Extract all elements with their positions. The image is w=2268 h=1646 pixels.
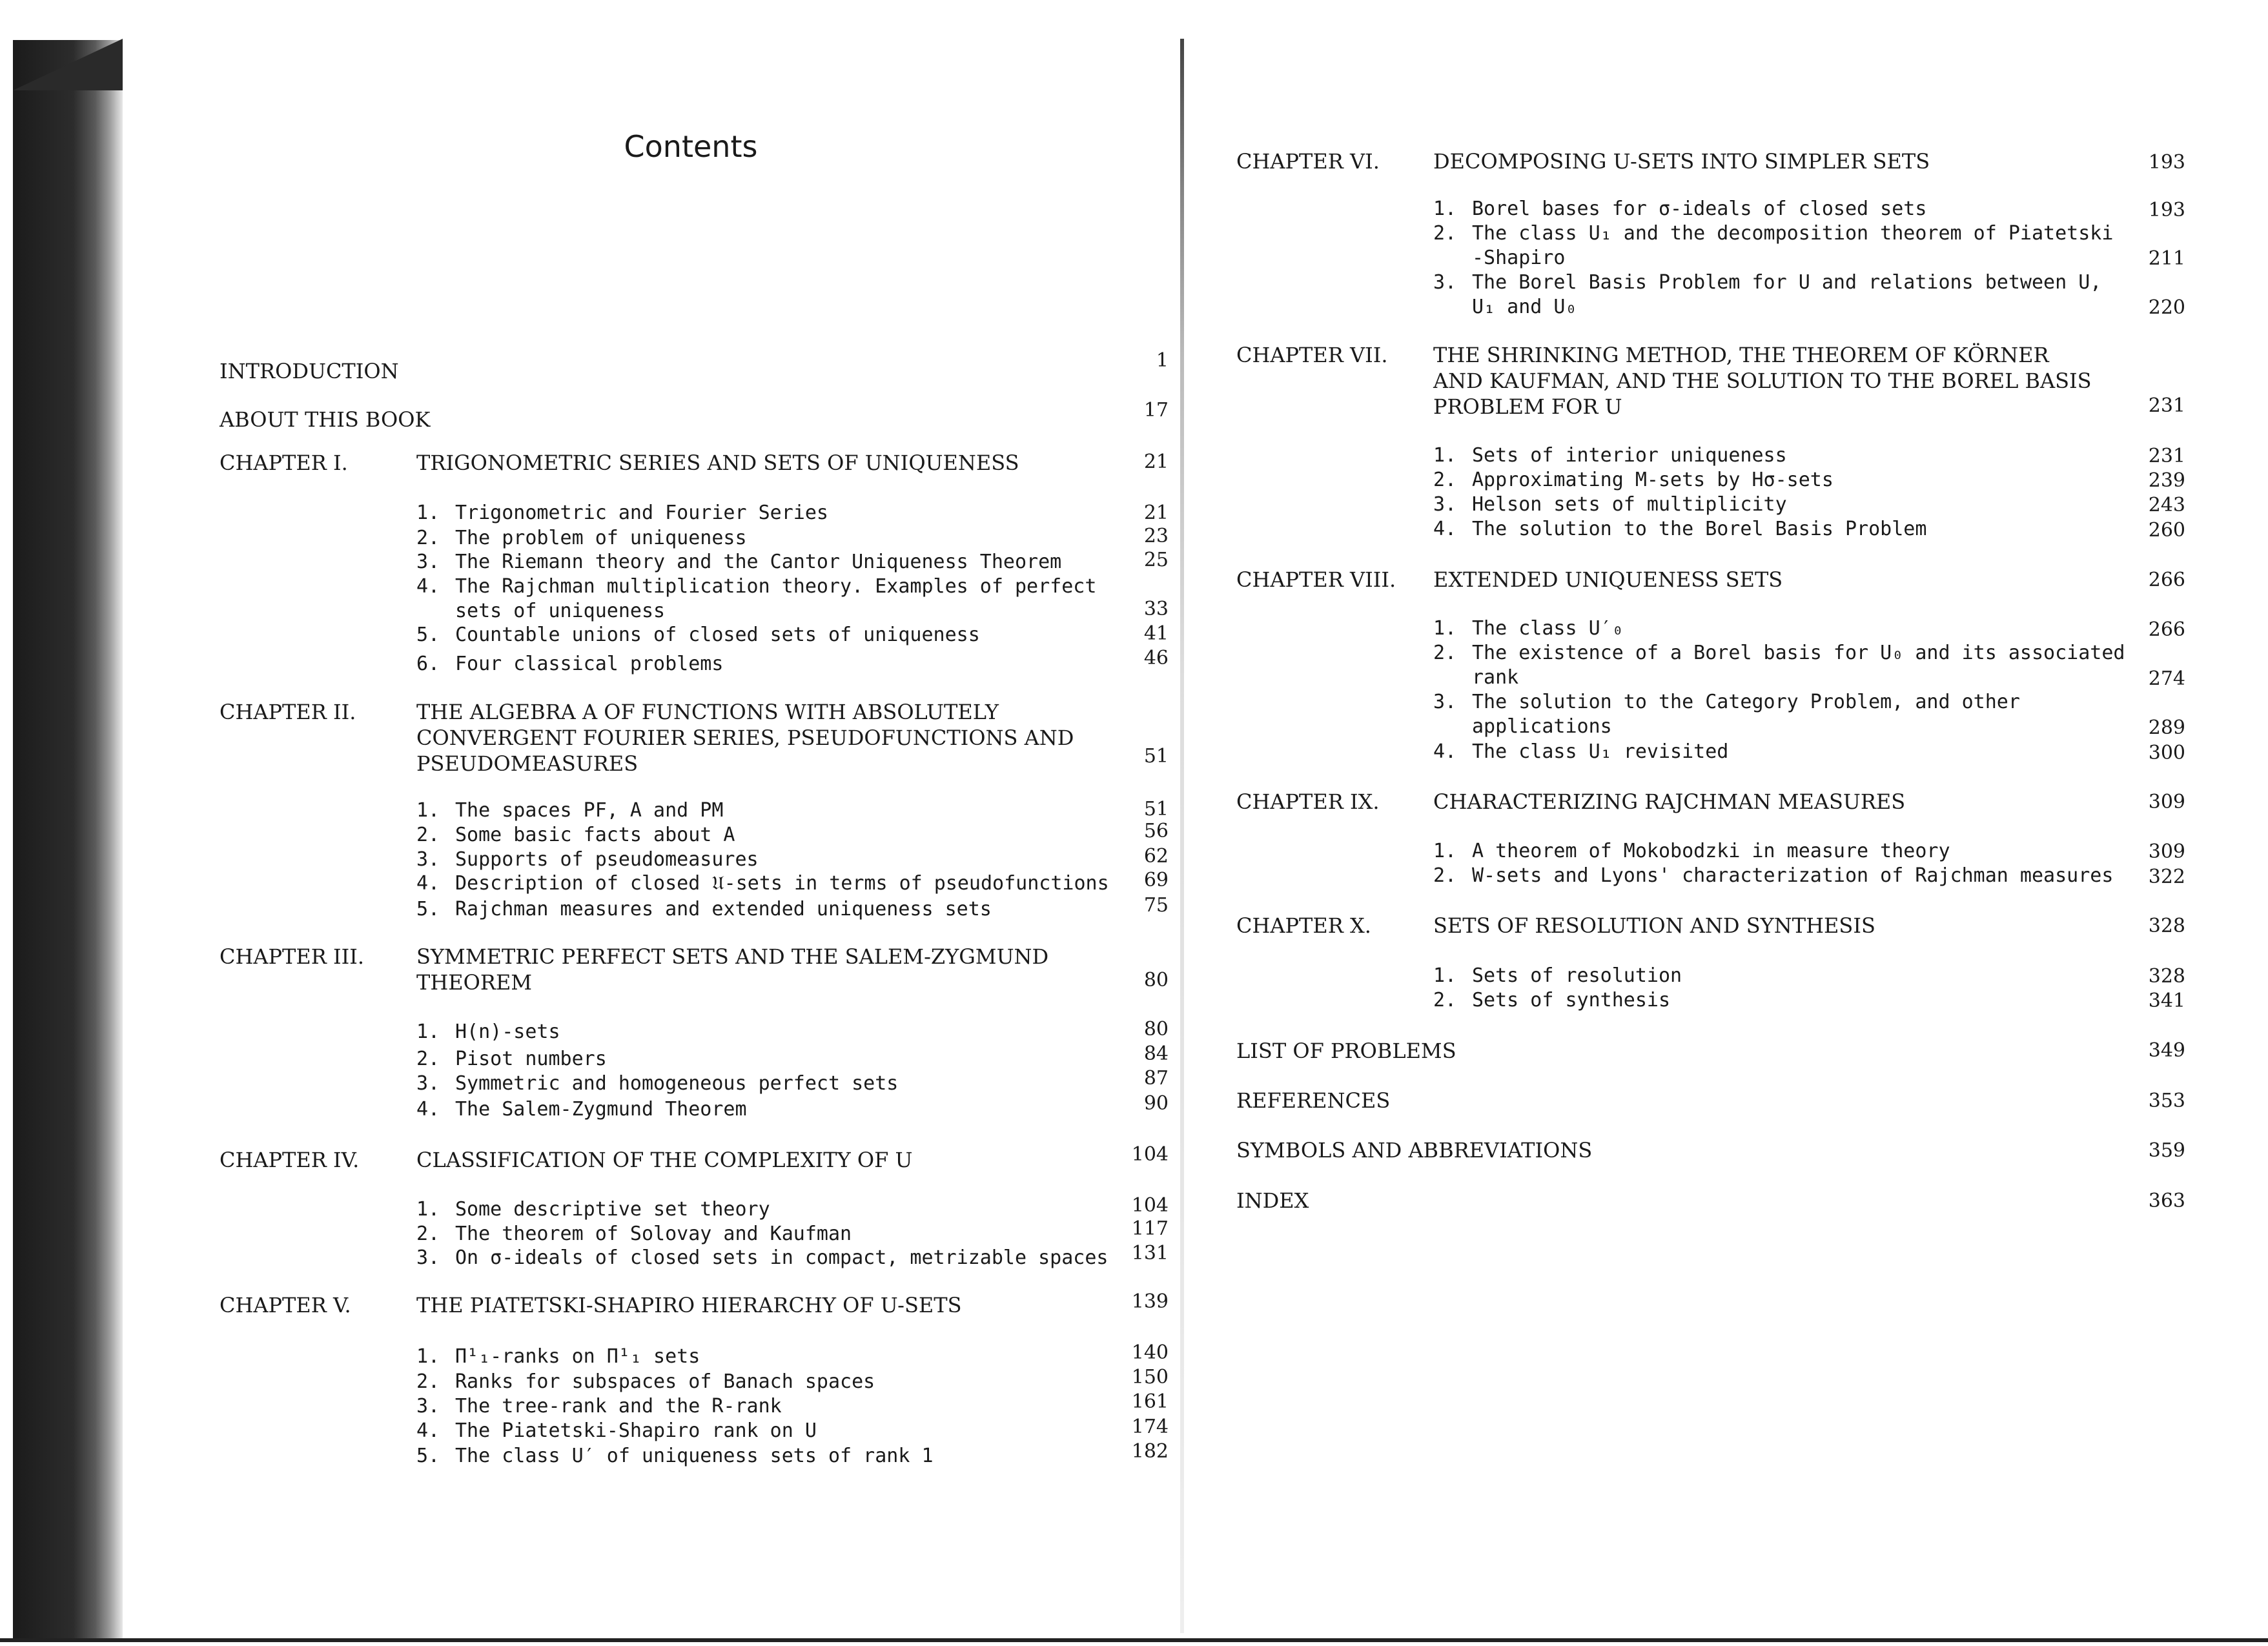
left-page [213,0,1169,1646]
page-number: 62 [1143,845,1169,868]
section-number: 3. [416,551,440,573]
page-number: 90 [1143,1092,1169,1115]
page-number: 231 [2148,445,2185,467]
book-binding-corner [13,39,123,90]
chapter-label: CHAPTER VI. [1236,149,1380,174]
section-number: 2. [416,1048,440,1070]
section-title: Supports of pseudomeasures [455,848,759,871]
page-number: 341 [2148,990,2185,1012]
chapter-title: DECOMPOSING U-SETS INTO SIMPLER SETS [1433,149,1930,174]
page-gutter [1180,39,1184,1633]
section-title: The solution to the Category Problem, and other applications [1472,691,2020,738]
section-title: Countable unions of closed sets of uniqueness [455,624,980,646]
section-number: 1. [1433,964,1457,987]
page-number: 260 [2148,519,2185,542]
section-number: 1. [416,1345,440,1368]
section-number: 4. [416,575,440,598]
section-title: Helson sets of multiplicity [1472,493,1787,516]
section-title: W-sets and Lyons' characterization of Rajchman measures [1472,864,2114,887]
page-number: 309 [2148,791,2185,813]
page-number: 266 [2148,569,2185,591]
page-number: 139 [1131,1290,1169,1313]
section-number: 5. [416,1445,440,1467]
page-number: 25 [1143,549,1169,571]
page-number: 87 [1143,1067,1169,1090]
section-number: 5. [416,624,440,646]
page-number: 75 [1143,894,1169,917]
section-number: 1. [416,1198,440,1221]
section-title: The Riemann theory and the Cantor Uniqueness Theorem [455,551,1062,573]
section-number: 2. [416,527,440,549]
section-title: The class U′ of uniqueness sets of rank 1 [455,1445,934,1467]
section-title: Four classical problems [455,653,724,675]
section-title: Borel bases for σ-ideals of closed sets [1472,198,1927,220]
page-number: 84 [1143,1042,1169,1065]
page-number: 193 [2148,151,2185,174]
section-title: The Rajchman multiplication theory. Examples of perfect sets of uniqueness [455,575,1097,622]
section-number: 1. [416,799,440,822]
chapter-title: THE ALGEBRA A OF FUNCTIONS WITH ABSOLUTELY CONVERGENT FOURIER SERIES, PSEUDOFUNCTIONS AND PSEUDOMEASURES [416,700,1074,776]
chapter-title: CHARACTERIZING RAJCHMAN MEASURES [1433,789,1906,814]
page-number: 349 [2148,1039,2185,1062]
chapter-label: CHAPTER VIII. [1236,567,1396,592]
chapter-title: THE PIATETSKI-SHAPIRO HIERARCHY OF U-SETS [416,1293,962,1317]
chapter-label: CHAPTER II. [220,700,356,724]
page-number: 23 [1143,525,1169,547]
section-number: 4. [1433,740,1457,763]
toc-entry-title: INTRODUCTION [220,359,399,383]
toc-entry-title: REFERENCES [1236,1088,1391,1113]
page-number: 193 [2148,199,2185,221]
section-number: 1. [1433,840,1457,862]
chapter-title: CLASSIFICATION OF THE COMPLEXITY OF U [416,1148,913,1172]
section-number: 1. [1433,444,1457,467]
section-number: 2. [1433,864,1457,887]
chapter-label: CHAPTER I. [220,451,348,475]
section-number: 2. [416,824,440,846]
page-number: 117 [1131,1217,1169,1240]
section-number: 1. [1433,198,1457,220]
page-number: 17 [1143,399,1169,422]
section-title: The class U₁ and the decomposition theorem of Piatetski -Shapiro [1472,222,2114,269]
section-title: Π¹₁-ranks on Π¹₁ sets [455,1345,700,1368]
chapter-label: CHAPTER V. [220,1293,351,1317]
section-number: 2. [1433,642,1457,664]
section-title: Sets of interior uniqueness [1472,444,1787,467]
section-number: 4. [1433,518,1457,540]
section-title: The problem of uniqueness [455,527,747,549]
section-number: 6. [416,653,440,675]
page-number: 21 [1143,502,1169,524]
book-binding-shadow [13,40,123,1641]
section-number: 3. [1433,271,1457,294]
chapter-label: CHAPTER X. [1236,913,1371,938]
section-title: Pisot numbers [455,1048,607,1070]
page-number: 266 [2148,618,2185,641]
section-number: 4. [416,1419,440,1442]
chapter-title: THE SHRINKING METHOD, THE THEOREM OF KÖRNER AND KAUFMAN, AND THE SOLUTION TO THE BOREL BASIS PROBLEM FOR U [1433,343,2092,419]
section-title: The Salem-Zygmund Theorem [455,1098,747,1121]
page-number: 161 [1131,1390,1169,1413]
section-title: H(n)-sets [455,1021,560,1043]
section-title: A theorem of Mokobodzki in measure theory [1472,840,1950,862]
page-title: Contents [624,129,758,164]
section-number: 2. [1433,469,1457,491]
section-title: The spaces PF, A and PM [455,799,724,822]
page-number: 322 [2148,866,2185,888]
page-number: 51 [1143,798,1169,820]
toc-entry-title: INDEX [1236,1188,1309,1213]
page-number: 104 [1131,1194,1169,1217]
section-title: Ranks for subspaces of Banach spaces [455,1370,875,1393]
page-number: 274 [2148,667,2185,690]
section-title: Description of closed 𝔘-sets in terms of pseudofunctions [455,872,1109,895]
section-title: The class U′₀ [1472,617,1624,640]
right-page [1230,0,2185,1646]
section-number: 1. [1433,617,1457,640]
section-number: 1. [416,502,440,524]
page-number: 353 [2148,1090,2185,1112]
section-title: The theorem of Solovay and Kaufman [455,1223,852,1245]
section-title: The solution to the Borel Basis Problem [1472,518,1927,540]
section-number: 2. [1433,989,1457,1011]
page-number: 80 [1143,969,1169,991]
page-number: 243 [2148,494,2185,516]
section-title: Some basic facts about A [455,824,735,846]
page-number: 80 [1143,1018,1169,1041]
page-number: 104 [1131,1143,1169,1166]
page-number: 21 [1143,451,1169,473]
toc-entry-title: SYMBOLS AND ABBREVIATIONS [1236,1138,1593,1163]
page-number: 150 [1131,1366,1169,1388]
page-number: 211 [2148,247,2185,270]
section-title: Approximating M-sets by Hσ-sets [1472,469,1834,491]
section-title: Rajchman measures and extended uniqueness sets [455,898,992,920]
chapter-label: CHAPTER IV. [220,1148,360,1172]
page-number: 300 [2148,742,2185,764]
section-number: 2. [1433,222,1457,245]
page-number: 359 [2148,1139,2185,1162]
chapter-label: CHAPTER IX. [1236,789,1380,814]
chapter-label: CHAPTER VII. [1236,343,1388,367]
section-number: 3. [1433,493,1457,516]
chapter-title: SYMMETRIC PERFECT SETS AND THE SALEM-ZYGMUND THEOREM [416,944,1049,995]
page-number: 220 [2148,296,2185,319]
toc-entry-title: LIST OF PROBLEMS [1236,1039,1456,1063]
page-number: 140 [1131,1341,1169,1364]
page-number: 51 [1143,745,1169,767]
section-title: Some descriptive set theory [455,1198,770,1221]
page-number: 309 [2148,840,2185,863]
page-number: 46 [1143,647,1169,669]
page-number: 328 [2148,965,2185,988]
chapter-title: TRIGONOMETRIC SERIES AND SETS OF UNIQUENESS [416,451,1019,475]
section-number: 4. [416,1098,440,1121]
section-title: The Piatetski-Shapiro rank on U [455,1419,817,1442]
section-title: Sets of synthesis [1472,989,1671,1011]
section-number: 2. [416,1370,440,1393]
section-title: Symmetric and homogeneous perfect sets [455,1072,899,1095]
page-number: 33 [1143,598,1169,620]
page-number: 56 [1143,820,1169,842]
page-number: 41 [1143,622,1169,645]
section-number: 3. [1433,691,1457,713]
section-number: 3. [416,848,440,871]
toc-entry-title: ABOUT THIS BOOK [220,407,431,432]
section-number: 3. [416,1072,440,1095]
page-number: 174 [1131,1416,1169,1438]
section-title: The existence of a Borel basis for U₀ and its associated rank [1472,642,2125,689]
section-title: Sets of resolution [1472,964,1682,987]
chapter-label: CHAPTER III. [220,944,365,969]
page-number: 231 [2148,394,2185,417]
page-number: 239 [2148,469,2185,492]
section-number: 2. [416,1223,440,1245]
section-title: The tree-rank and the R-rank [455,1395,782,1417]
page-number: 363 [2148,1190,2185,1212]
section-title: The Borel Basis Problem for U and relations between U, U₁ and U₀ [1472,271,2102,318]
page-number: 328 [2148,915,2185,937]
section-number: 1. [416,1021,440,1043]
page-number: 131 [1131,1242,1169,1265]
section-title: The class U₁ revisited [1472,740,1729,763]
chapter-title: EXTENDED UNIQUENESS SETS [1433,567,1783,592]
section-title: Trigonometric and Fourier Series [455,502,828,524]
page-number: 289 [2148,716,2185,739]
page-number: 182 [1131,1440,1169,1463]
section-number: 5. [416,898,440,920]
page-number: 69 [1143,869,1169,891]
section-number: 3. [416,1395,440,1417]
page-number: 1 [1156,349,1169,372]
section-title: On σ-ideals of closed sets in compact, metrizable spaces [455,1246,1108,1269]
section-number: 4. [416,872,440,895]
section-number: 3. [416,1246,440,1269]
chapter-title: SETS OF RESOLUTION AND SYNTHESIS [1433,913,1875,938]
